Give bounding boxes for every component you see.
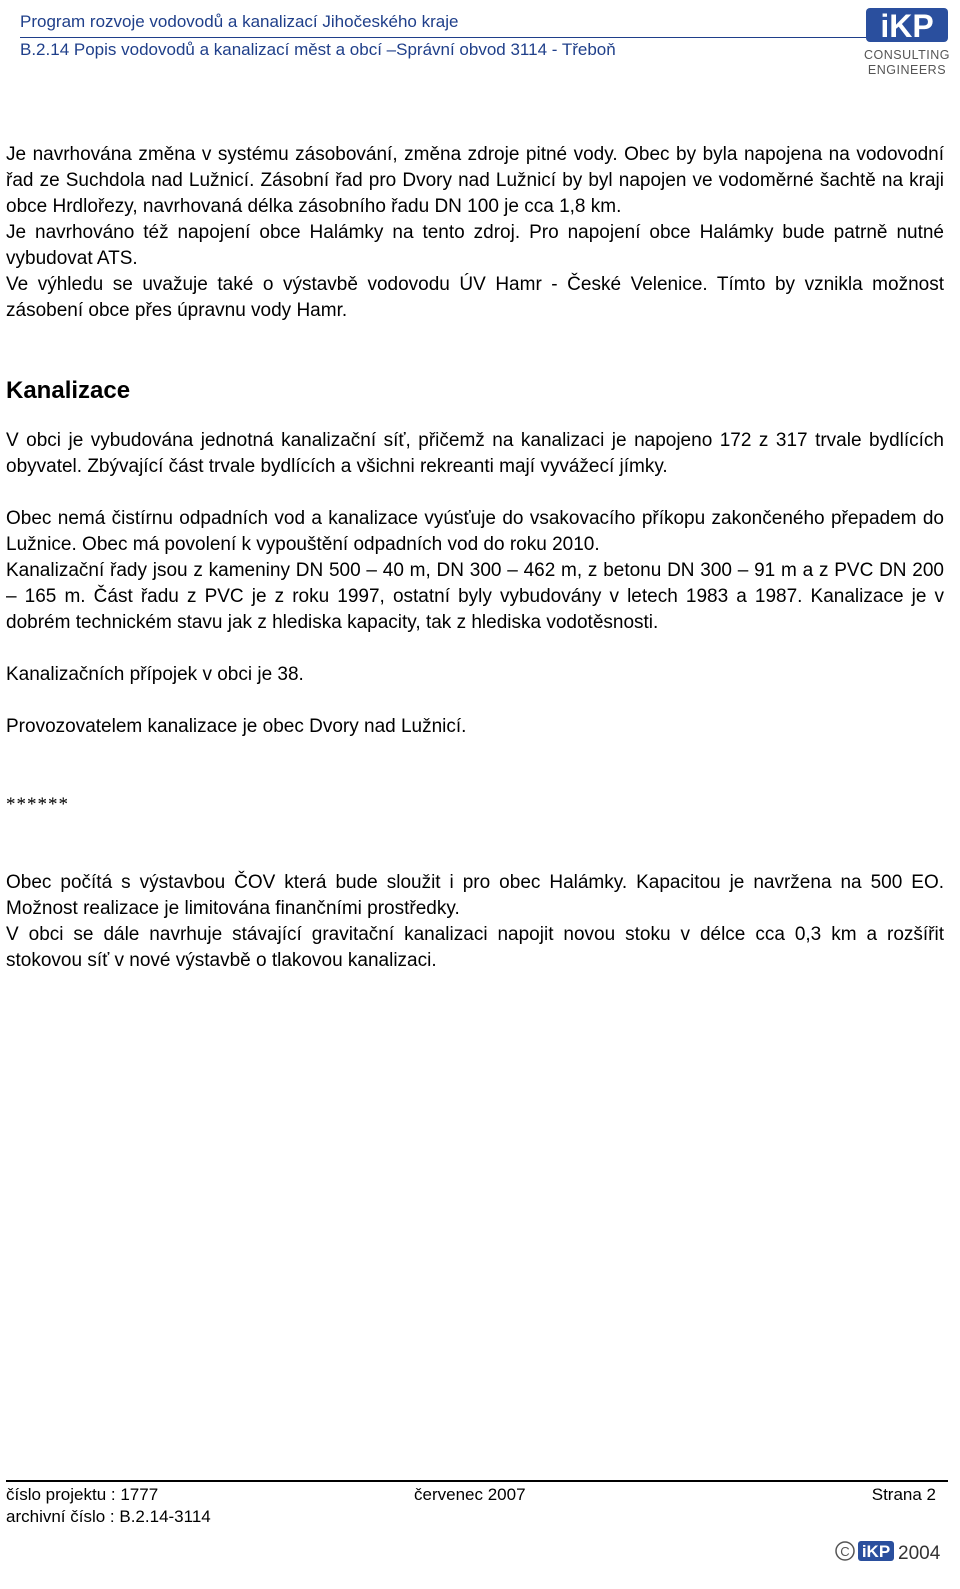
svg-text:iKP: iKP [861, 1542, 891, 1561]
sewer-paragraph: Obec nemá čistírnu odpadních vod a kanalizace vyúsťuje do vsakovacího příkopu zakončeného přepadem do Lužnice. Obec má povolení k vypouštění odpadních vod do roku 2010. [6, 508, 944, 555]
svg-text:C: C [840, 1544, 850, 1559]
page-header [6, 8, 954, 80]
water-paragraph: Je navrhováno též napojení obce Halámky na tento zdroj. Pro napojení obce Halámky bude patrně nutné vybudovat ATS. [6, 222, 944, 269]
page-number: Strana 2 [871, 1485, 936, 1504]
document-title: Program rozvoje vodovodů a kanalizací Jihočeského kraje [20, 12, 459, 31]
header-divider [20, 37, 880, 38]
plan-paragraph: Obec počítá s výstavbou ČOV která bude sloužit i pro obec Halámky. Kapacitou je navržena na 500 EO. Možnost realizace je limitována finančními prostředky. [6, 872, 944, 919]
section-separator: ****** [6, 794, 69, 815]
connections-paragraph: Kanalizačních přípojek v obci je 38. [6, 664, 304, 685]
sewer-paragraph: Kanalizační řady jsou z kameniny DN 500 – 40 m, DN 300 – 462 m, z betonu DN 300 – 91 m a z PVC DN 200 – 165 m. Část řadu z PVC je z roku 1997, ostatní byly vybudovány v letech 1983 a 1987. Kanalizace je v dobrém technickém stavu jak z hlediska kapacity, tak z hlediska vodotěsnosti. [6, 560, 944, 633]
project-number: číslo projektu : 1777 [6, 1485, 159, 1504]
operator-paragraph: Provozovatelem kanalizace je obec Dvory nad Lužnicí. [6, 716, 467, 737]
document-date: červenec 2007 [414, 1485, 526, 1504]
water-paragraph: Je navrhována změna v systému zásobování, změna zdroje pitné vody. Obec by byla napojena na vodovodní řad ze Suchdola nad Lužnicí. Zásobní řad pro Dvory nad Lužnicí by byl napojen ve vodoměrné šachtě na kraji obce Hrdlořezy, navrhovaná délka zásobního řadu DN 100 je cca 1,8 km. [6, 144, 944, 217]
archive-number: archivní číslo : B.2.14-3114 [6, 1507, 211, 1526]
document-subtitle: B.2.14 Popis vodovodů a kanalizací měst a obcí –Správní obvod 3114 - Třeboň [20, 40, 616, 59]
svg-text:CONSULTING: CONSULTING [864, 48, 950, 62]
water-paragraph: Ve výhledu se uvažuje také o výstavbě vodovodu ÚV Hamr - České Velenice. Tímto by vznikla možnost zásobení obce přes úpravnu vody Hamr. [6, 274, 944, 321]
footer-divider [6, 1480, 948, 1482]
copyright-logo [834, 1538, 944, 1564]
plan-paragraph: V obci se dále navrhuje stávající gravitační kanalizaci napojit novou stoku v délce cca 0,3 km a rozšířit stokovou síť v nové výstavbě o tlakovou kanalizaci. [6, 924, 944, 971]
section-heading-kanalizace: Kanalizace [6, 377, 131, 404]
document-body [6, 142, 944, 974]
svg-text:ENGINEERS: ENGINEERS [867, 63, 947, 77]
svg-text:2004: 2004 [898, 1543, 941, 1564]
ikp-logo [864, 4, 950, 80]
sewer-intro-paragraph: V obci je vybudována jednotná kanalizační síť, přičemž na kanalizaci je napojeno 172 z 317 trvale bydlících obyvatel. Zbývající část trvale bydlících a všichni rekreanti mají vyvážecí jímky. [6, 430, 944, 477]
svg-text:iKP: iKP [880, 8, 934, 44]
